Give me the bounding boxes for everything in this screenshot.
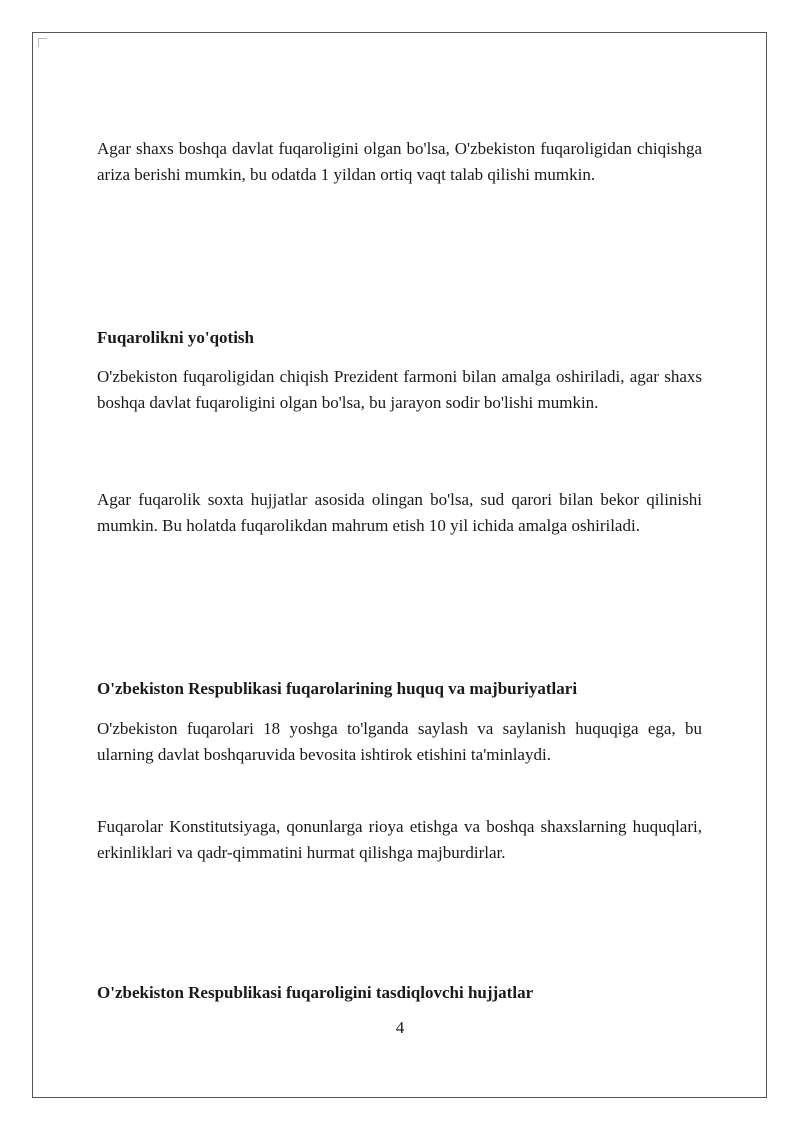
paragraph-citizen-obligations: Fuqarolar Konstitutsiyaga, qonunlarga rioya etishga va boshqa shaxslarning huquqlari, erkinliklari va qadr-qimmatini hurmat qilishga majburdirlar. <box>97 817 702 862</box>
page-number: 4 <box>395 1018 405 1037</box>
page-border <box>32 32 767 1098</box>
paragraph-voting-rights: O'zbekiston fuqarolari 18 yoshga to'lganda saylash va saylanish huquqiga ega, bu ularning davlat boshqaruvida bevosita ishtirok etishini ta'minlaydi. <box>97 719 702 764</box>
heading-rights-and-duties: O'zbekiston Respublikasi fuqarolarining huquq va majburiyatlari <box>97 679 578 698</box>
paragraph-presidential-decree: O'zbekiston fuqaroligidan chiqish Prezident farmoni bilan amalga oshiriladi, agar shaxs boshqa davlat fuqaroligini olgan bo'lsa, bu jarayon sodir bo'lishi mumkin. <box>97 367 702 412</box>
paragraph-false-documents: Agar fuqarolik soxta hujjatlar asosida olingan bo'lsa, sud qarori bilan bekor qilinishi mumkin. Bu holatda fuqarolikdan mahrum etish 10 yil ichida amalga oshiriladi. <box>97 490 702 535</box>
paragraph-renouncing-citizenship: Agar shaxs boshqa davlat fuqaroligini olgan bo'lsa, O'zbekiston fuqaroligidan chiqishga ariza berishi mumkin, bu odatda 1 yildan ortiq vaqt talab qilishi mumkin. <box>97 139 702 184</box>
heading-citizenship-documents: O'zbekiston Respublikasi fuqaroligini tasdiqlovchi hujjatlar <box>97 983 534 1002</box>
heading-loss-of-citizenship: Fuqarolikni yo'qotish <box>97 328 254 347</box>
page-corner-mark <box>38 38 47 47</box>
